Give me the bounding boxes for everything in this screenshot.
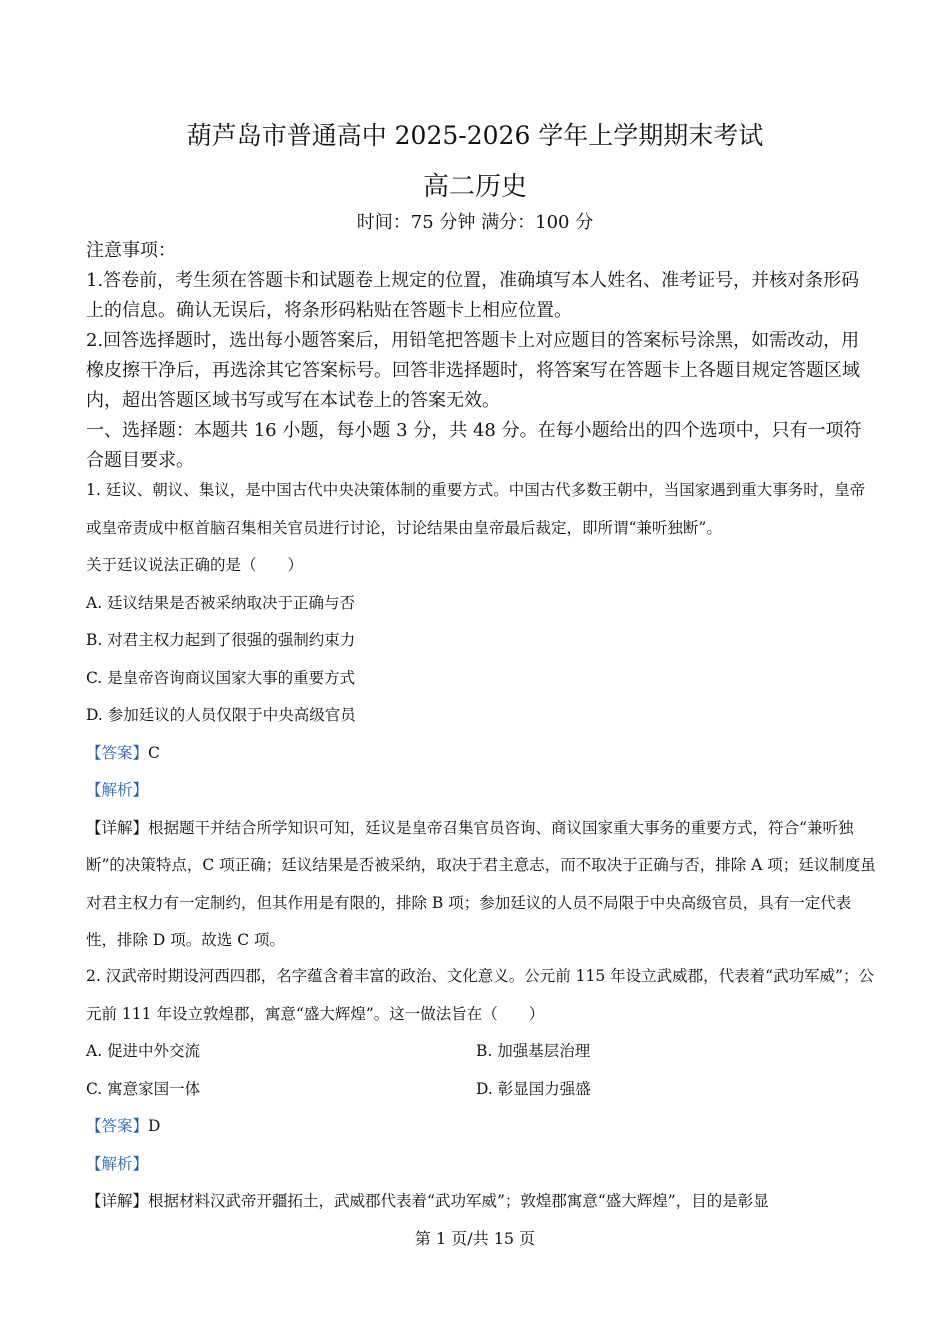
option-a: A. 促进中外交流 [86, 1042, 201, 1060]
subject-title: 高二历史 [422, 172, 527, 202]
question-stem: 2. 汉武帝时期设河西四郡，名字蕴含着丰富的政治、文化意义。公元前 115 年设立武威郡，代表着“武功军威”；公元前 111 年设立敦煌郡，寓意“盛大辉煌”。这一做法旨在（ ） [86, 967, 875, 1023]
question-1 [86, 472, 876, 960]
answer-line [86, 735, 876, 773]
option-c: C. 是皇帝咨询商议国家大事的重要方式 [86, 668, 356, 687]
answer-value: D [148, 1117, 161, 1135]
answer-tag: 【答案】 [86, 743, 149, 762]
question-2 [86, 958, 876, 1221]
question-prompt: 关于廷议说法正确的是（ ） [86, 556, 304, 574]
detail-tag: 【详解】 [86, 818, 149, 837]
time-info: 时间：75 分钟 满分：100 分 [356, 212, 594, 233]
exam-title: 葫芦岛市普通高中 2025-2026 学年上学期期末考试 [186, 121, 764, 150]
question-stem: 1. 廷议、朝议、集议，是中国古代中央决策体制的重要方式。中国古代多数王朝中，当国家遇到重大事务时，皇帝或皇帝责成中枢首脑召集相关官员进行讨论，讨论结果由皇帝最后裁定，即所谓“兼听独断”。 [86, 481, 866, 537]
detail-text: 根据题干并结合所学知识可知，廷议是皇帝召集官员咨询、商议国家重大事务的重要方式，符合“兼听独断”的决策特点，C 项正确；廷议结果是否被采纳，取决于君主意志，而不取决于正确与否，排除 A 项；廷议制度虽对君主权力有一定制约，但其作用是有限的，排除 B 项；参加廷议的人员不局限于中央高级官员，具有一定代表性，排除 D 项。故选 C 项。 [86, 818, 876, 949]
detail-tag: 【详解】 [86, 1192, 149, 1210]
notice-item-1: 1.答卷前，考生须在答题卡和试题卷上规定的位置，准确填写本人姓名、准考证号，并核对条形码上的信息。确认无误后，将条形码粘贴在答题卡上相应位置。 [86, 270, 860, 321]
option-b: B. 对君主权力起到了很强的强制约束力 [86, 631, 356, 649]
answer-tag: 【答案】 [86, 1117, 149, 1135]
answer-line [86, 1108, 876, 1146]
notice-heading: 注意事项： [86, 240, 176, 261]
section-heading: 一、选择题：本题共 16 小题，每小题 3 分，共 48 分。在每小题给出的四个选项中，只有一项符合题目要求。 [86, 420, 862, 471]
option-row [86, 1071, 876, 1109]
option-c: C. 寓意家国一体 [86, 1079, 201, 1098]
option-a: A. 廷议结果是否被采纳取决于正确与否 [86, 593, 356, 612]
option-row [86, 1033, 876, 1071]
detail-paragraph [86, 810, 876, 960]
notice-item-2: 2.回答选择题时，选出每小题答案后，用铅笔把答题卡上对应题目的答案标号涂黑，如需改动，用橡皮擦干净后，再选涂其它答案标号。回答非选择题时，将答案写在答题卡上各题目规定答题区域内，超出答题区域书写或写在本试卷上的答案无效。 [86, 330, 860, 411]
detail-text: 根据材料汉武帝开疆拓土，武威郡代表着“武功军威”；敦煌郡寓意“盛大辉煌”，目的是彰显 [148, 1192, 769, 1210]
option-d: D. 彰显国力强盛 [476, 1079, 591, 1098]
option-b: B. 加强基层治理 [476, 1042, 591, 1060]
analysis-tag: 【解析】 [86, 781, 149, 799]
page-number: 第 1 页/共 15 页 [414, 1229, 536, 1248]
detail-paragraph [86, 1183, 876, 1221]
notice-section [86, 236, 876, 476]
answer-value: C [148, 743, 160, 762]
analysis-tag: 【解析】 [86, 1154, 149, 1173]
option-d: D. 参加廷议的人员仅限于中央高级官员 [86, 706, 356, 724]
